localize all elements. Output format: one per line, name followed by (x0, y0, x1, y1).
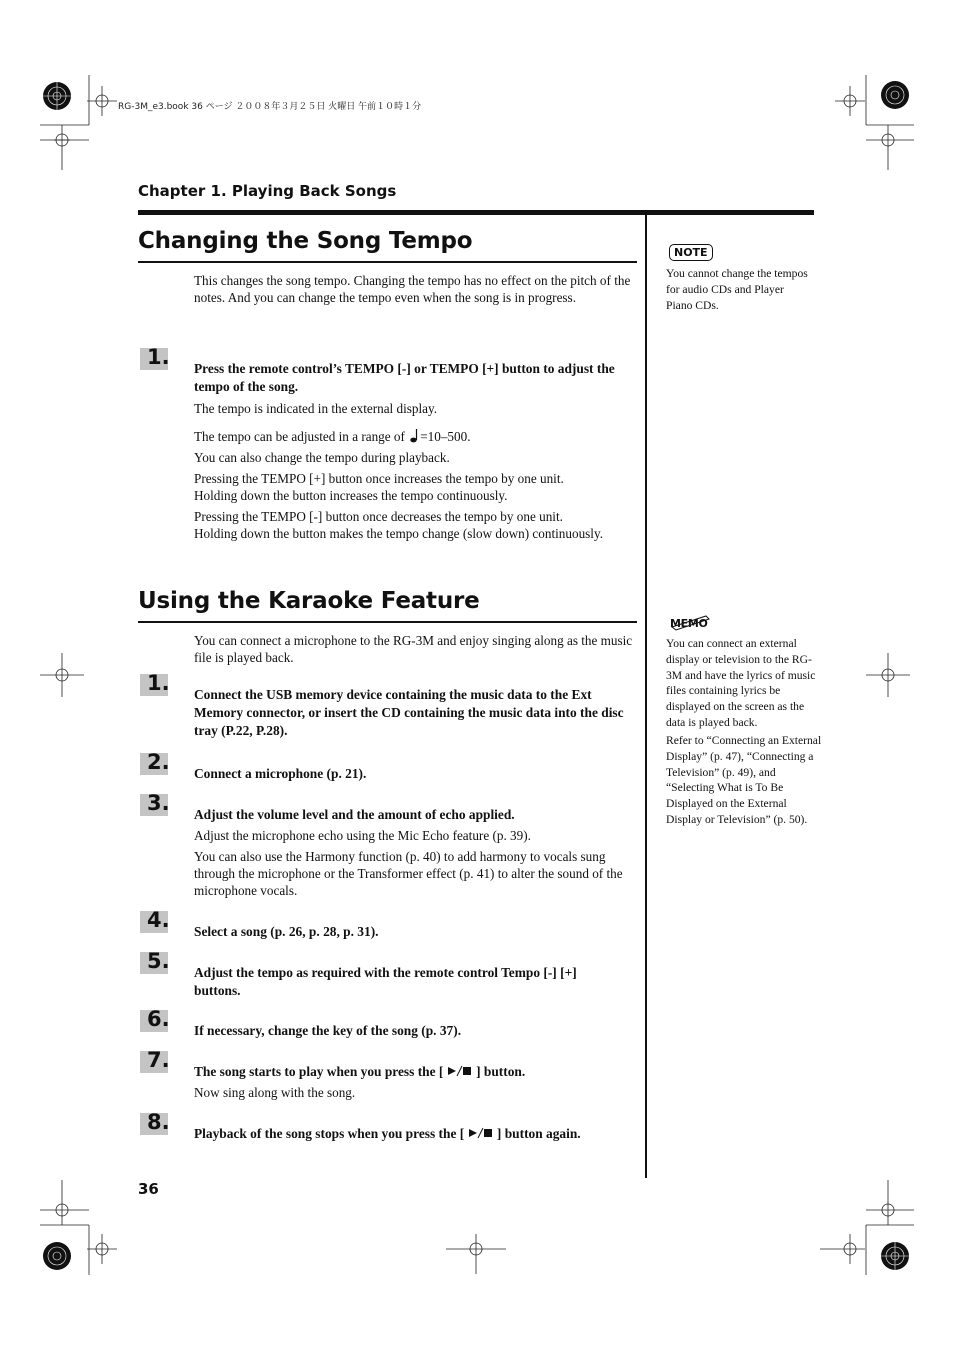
note-badge: NOTE (669, 244, 713, 261)
step-instruction: If necessary, change the key of the song (p. 37). (194, 1023, 462, 1038)
step-number: 2. (140, 753, 170, 777)
step-note: You can also change the tempo during playback. (194, 450, 450, 465)
step-instruction: Connect a microphone (p. 21). (194, 766, 367, 781)
step-number: 4. (140, 911, 170, 935)
step-number: 7. (140, 1051, 170, 1075)
play-stop-icon (447, 1065, 473, 1077)
memo-text: You can connect an external display or television to the RG-3M and have the lyrics of music files containing lyrics be displayed on the screen as the data is played back. (666, 637, 816, 729)
step-instruction: Adjust the tempo as required with the remote control Tempo [-] [+] buttons. (194, 965, 577, 998)
step-number: 6. (140, 1010, 170, 1034)
memo-reference: Refer to “Connecting an External Display” (p. 47), “Connecting a Television” (p. 49), and “Selecting What is To Be Displayed on the External Display or Television” (p. 50). (666, 734, 822, 826)
step-instruction: Connect the USB memory device containing the music data to the Ext Memory connector, or insert the CD containing the music data into the disc tray (P.22, P.28). (194, 687, 624, 738)
step-note: Pressing the TEMPO [+] button once increases the tempo by one unit. Holding down the button increases the tempo continuously. (194, 471, 564, 503)
step-instruction: Press the remote control’s TEMPO [-] or TEMPO [+] button to adjust the tempo of the song. (194, 361, 615, 394)
section-rule (138, 261, 637, 263)
section-rule (138, 621, 637, 623)
play-stop-icon (468, 1127, 494, 1139)
step-number: 1. (140, 674, 170, 698)
column-divider (645, 215, 647, 1178)
memo-badge: MEMO (670, 617, 708, 630)
step-note: Pressing the TEMPO [-] button once decreases the tempo by one unit. Holding down the button makes the tempo change (slow down) continuously. (194, 509, 603, 541)
note-text: You cannot change the tempos for audio CDs and Player Piano CDs. (666, 267, 808, 312)
page-number: 36 (138, 1180, 159, 1198)
quarter-note-icon (410, 428, 420, 443)
step-instruction: Select a song (p. 26, p. 28, p. 31). (194, 924, 379, 939)
step-number: 1. (140, 348, 170, 372)
step-number: 5. (140, 952, 170, 976)
section-intro: This changes the song tempo. Changing the tempo has no effect on the pitch of the notes. And you can change the tempo even when the song is in progress. (194, 273, 631, 305)
step-instruction: Playback of the song stops when you press the [ ] button again. (194, 1126, 581, 1141)
chapter-rule (138, 210, 814, 215)
step-note: The tempo is indicated in the external display. (194, 401, 438, 416)
step-note: Now sing along with the song. (194, 1085, 356, 1100)
step-instruction: The song starts to play when you press the [ ] button. (194, 1064, 526, 1079)
section-intro: You can connect a microphone to the RG-3M and enjoy singing along as the music file is played back. (194, 633, 633, 665)
step-note: The tempo can be adjusted in a range of =10–500. (194, 429, 471, 444)
section-title-karaoke: Using the Karaoke Feature (138, 588, 480, 614)
step-number: 8. (140, 1113, 170, 1137)
step-note: Adjust the microphone echo using the Mic Echo feature (p. 39). (194, 828, 531, 843)
section-title-tempo: Changing the Song Tempo (138, 228, 473, 254)
chapter-title: Chapter 1. Playing Back Songs (138, 182, 397, 200)
print-header: RG-3M_e3.book 36 ページ ２００８年３月２５日 火曜日 午前１０時１分 (118, 102, 422, 112)
step-number: 3. (140, 794, 170, 818)
step-instruction: Adjust the volume level and the amount of echo applied. (194, 807, 515, 822)
step-note: You can also use the Harmony function (p. 40) to add harmony to vocals sung through the microphone or the Transformer effect (p. 41) to alter the sound of the microphone vocals. (194, 849, 623, 898)
